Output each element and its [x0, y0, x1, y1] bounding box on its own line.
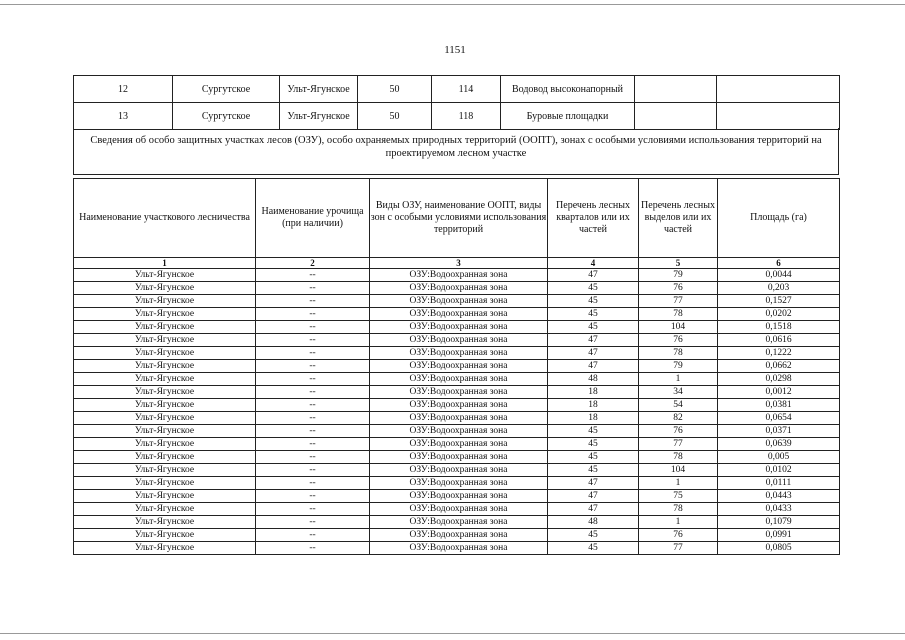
quarter-cell: 18 — [548, 412, 639, 425]
table-row — [74, 321, 840, 334]
quarter-cell: 48 — [548, 373, 639, 386]
area-cell: 0,0202 — [718, 308, 840, 321]
quarter-number: 50 — [358, 76, 432, 103]
tract-cell: -- — [256, 295, 370, 308]
forestry-cell: Ульт-Ягунское — [74, 308, 256, 321]
tract-cell: -- — [256, 334, 370, 347]
area-cell: 0,005 — [718, 451, 840, 464]
zone-type-cell: ОЗУ:Водоохранная зона — [370, 282, 548, 295]
quarter-cell: 45 — [548, 282, 639, 295]
plot-cell: 104 — [639, 321, 718, 334]
zone-type-cell: ОЗУ:Водоохранная зона — [370, 295, 548, 308]
zone-type-cell: ОЗУ:Водоохранная зона — [370, 347, 548, 360]
tract-cell: -- — [256, 399, 370, 412]
tract-cell: -- — [256, 282, 370, 295]
table-row — [74, 295, 840, 308]
area-cell: 0,0616 — [718, 334, 840, 347]
quarter-cell: 45 — [548, 451, 639, 464]
table-row — [74, 360, 840, 373]
table-row — [74, 373, 840, 386]
header-forestry: Наименование участкового лесничества — [74, 179, 256, 258]
quarter-cell: 47 — [548, 503, 639, 516]
top-scan-edge — [0, 4, 905, 5]
table-row — [74, 347, 840, 360]
zone-type-cell: ОЗУ:Водоохранная зона — [370, 334, 548, 347]
tract-cell: -- — [256, 321, 370, 334]
quarter-cell: 45 — [548, 464, 639, 477]
top-table — [73, 75, 840, 130]
tract-cell: -- — [256, 516, 370, 529]
table-row — [74, 503, 840, 516]
zone-type-cell: ОЗУ:Водоохранная зона — [370, 399, 548, 412]
table-row — [74, 399, 840, 412]
plot-cell: 77 — [639, 438, 718, 451]
table-row — [74, 516, 840, 529]
area-cell: 0,0991 — [718, 529, 840, 542]
tract-cell: -- — [256, 451, 370, 464]
bottom-scan-edge — [0, 633, 905, 634]
tract-cell: -- — [256, 425, 370, 438]
plot-cell: 78 — [639, 308, 718, 321]
plot-cell: 1 — [639, 477, 718, 490]
zone-type-cell: ОЗУ:Водоохранная зона — [370, 360, 548, 373]
zone-type-cell: ОЗУ:Водоохранная зона — [370, 412, 548, 425]
table-row — [74, 269, 840, 282]
column-index: 3 — [370, 258, 548, 269]
table-row — [74, 282, 840, 295]
plot-cell: 1 — [639, 516, 718, 529]
forestry-cell: Ульт-Ягунское — [74, 321, 256, 334]
zone-type-cell: ОЗУ:Водоохранная зона — [370, 490, 548, 503]
column-index: 2 — [256, 258, 370, 269]
zone-type-cell: ОЗУ:Водоохранная зона — [370, 464, 548, 477]
plot-cell: 76 — [639, 425, 718, 438]
info-caption: Сведения об особо защитных участках лесов (ОЗУ), особо охраняемых природных территорий (ООПТ), зонах с особыми условиями использования территорий на проектируемом лесном участке — [73, 128, 839, 175]
zone-type-cell: ОЗУ:Водоохранная зона — [370, 373, 548, 386]
forestry-cell: Ульт-Ягунское — [74, 347, 256, 360]
row-number: 13 — [74, 103, 173, 130]
tract-cell: -- — [256, 386, 370, 399]
quarter-cell: 45 — [548, 438, 639, 451]
forestry-cell: Ульт-Ягунское — [74, 334, 256, 347]
plot-cell: 82 — [639, 412, 718, 425]
quarter-cell: 47 — [548, 334, 639, 347]
area-cell: 0,203 — [718, 282, 840, 295]
header-zone-type: Виды ОЗУ, наименование ООПТ, виды зон с особыми условиями использования территорий — [370, 179, 548, 258]
area-cell: 0,0111 — [718, 477, 840, 490]
column-index: 5 — [639, 258, 718, 269]
tract-cell: -- — [256, 477, 370, 490]
header-area: Площадь (га) — [718, 179, 840, 258]
purpose-text: Водовод высоконапорный — [501, 76, 635, 103]
table-row — [74, 334, 840, 347]
tract-cell: -- — [256, 269, 370, 282]
forestry-cell: Ульт-Ягунское — [74, 399, 256, 412]
plot-cell: 76 — [639, 529, 718, 542]
zone-type-cell: ОЗУ:Водоохранная зона — [370, 438, 548, 451]
area-cell: 0,1518 — [718, 321, 840, 334]
forestry-name: Сургутское — [173, 76, 280, 103]
zone-type-cell: ОЗУ:Водоохранная зона — [370, 425, 548, 438]
plot-cell: 76 — [639, 282, 718, 295]
quarter-cell: 45 — [548, 542, 639, 555]
forestry-cell: Ульт-Ягунское — [74, 451, 256, 464]
quarter-cell: 45 — [548, 529, 639, 542]
plot-number: 118 — [432, 103, 501, 130]
zone-type-cell: ОЗУ:Водоохранная зона — [370, 321, 548, 334]
plot-cell: 79 — [639, 269, 718, 282]
column-index: 6 — [718, 258, 840, 269]
forestry-cell: Ульт-Ягунское — [74, 282, 256, 295]
row-number: 12 — [74, 76, 173, 103]
zone-type-cell: ОЗУ:Водоохранная зона — [370, 503, 548, 516]
column-index: 4 — [548, 258, 639, 269]
area-cell: 0,0805 — [718, 542, 840, 555]
zone-type-cell: ОЗУ:Водоохранная зона — [370, 269, 548, 282]
quarter-cell: 47 — [548, 347, 639, 360]
forestry-cell: Ульт-Ягунское — [74, 412, 256, 425]
quarter-number: 50 — [358, 103, 432, 130]
plot-cell: 1 — [639, 373, 718, 386]
tract-cell: -- — [256, 438, 370, 451]
forestry-cell: Ульт-Ягунское — [74, 438, 256, 451]
tract-cell: -- — [256, 503, 370, 516]
area-cell: 0,0443 — [718, 490, 840, 503]
empty-cell — [635, 103, 717, 130]
tract-cell: -- — [256, 464, 370, 477]
zone-type-cell: ОЗУ:Водоохранная зона — [370, 477, 548, 490]
quarter-cell: 45 — [548, 295, 639, 308]
forestry-cell: Ульт-Ягунское — [74, 516, 256, 529]
area-cell: 0,1527 — [718, 295, 840, 308]
plot-cell: 78 — [639, 451, 718, 464]
forestry-cell: Ульт-Ягунское — [74, 295, 256, 308]
area-cell: 0,0639 — [718, 438, 840, 451]
page-number: 1151 — [444, 44, 466, 56]
quarter-cell: 45 — [548, 321, 639, 334]
area-cell: 0,0012 — [718, 386, 840, 399]
zone-type-cell: ОЗУ:Водоохранная зона — [370, 542, 548, 555]
area-cell: 0,0381 — [718, 399, 840, 412]
table-row — [74, 412, 840, 425]
plot-cell: 54 — [639, 399, 718, 412]
plot-cell: 104 — [639, 464, 718, 477]
table-row — [74, 464, 840, 477]
plot-cell: 78 — [639, 347, 718, 360]
tract-cell: -- — [256, 529, 370, 542]
table-row — [74, 386, 840, 399]
table-row — [74, 542, 840, 555]
forestry-cell: Ульт-Ягунское — [74, 464, 256, 477]
plot-cell: 76 — [639, 334, 718, 347]
table-row — [74, 529, 840, 542]
quarter-cell: 18 — [548, 386, 639, 399]
main-table — [73, 178, 840, 555]
forestry-cell: Ульт-Ягунское — [74, 269, 256, 282]
zone-type-cell: ОЗУ:Водоохранная зона — [370, 451, 548, 464]
zone-type-cell: ОЗУ:Водоохранная зона — [370, 516, 548, 529]
forestry-cell: Ульт-Ягунское — [74, 386, 256, 399]
header-plots: Перечень лесных выделов или их частей — [639, 179, 718, 258]
zone-type-cell: ОЗУ:Водоохранная зона — [370, 386, 548, 399]
zone-type-cell: ОЗУ:Водоохранная зона — [370, 529, 548, 542]
quarter-cell: 45 — [548, 425, 639, 438]
table-row — [74, 425, 840, 438]
index-row — [74, 258, 840, 269]
tract-name: Ульт-Ягунское — [280, 76, 358, 103]
area-cell: 0,1079 — [718, 516, 840, 529]
tract-name: Ульт-Ягунское — [280, 103, 358, 130]
forestry-cell: Ульт-Ягунское — [74, 490, 256, 503]
forestry-cell: Ульт-Ягунское — [74, 529, 256, 542]
quarter-cell: 47 — [548, 477, 639, 490]
quarter-cell: 45 — [548, 308, 639, 321]
forestry-cell: Ульт-Ягунское — [74, 477, 256, 490]
header-quarters: Перечень лесных кварталов или их частей — [548, 179, 639, 258]
top-table-row — [74, 103, 840, 130]
empty-cell — [717, 103, 840, 130]
quarter-cell: 47 — [548, 360, 639, 373]
table-row — [74, 477, 840, 490]
quarter-cell: 18 — [548, 399, 639, 412]
area-cell: 0,0044 — [718, 269, 840, 282]
area-cell: 0,0298 — [718, 373, 840, 386]
tract-cell: -- — [256, 542, 370, 555]
area-cell: 0,0371 — [718, 425, 840, 438]
top-table-row — [74, 76, 840, 103]
tract-cell: -- — [256, 308, 370, 321]
plot-cell: 77 — [639, 542, 718, 555]
quarter-cell: 48 — [548, 516, 639, 529]
forestry-cell: Ульт-Ягунское — [74, 360, 256, 373]
area-cell: 0,0654 — [718, 412, 840, 425]
tract-cell: -- — [256, 360, 370, 373]
tract-cell: -- — [256, 347, 370, 360]
plot-number: 114 — [432, 76, 501, 103]
area-cell: 0,0102 — [718, 464, 840, 477]
table-row — [74, 438, 840, 451]
forestry-name: Сургутское — [173, 103, 280, 130]
plot-cell: 78 — [639, 503, 718, 516]
plot-cell: 75 — [639, 490, 718, 503]
plot-cell: 79 — [639, 360, 718, 373]
table-row — [74, 490, 840, 503]
empty-cell — [717, 76, 840, 103]
forestry-cell: Ульт-Ягунское — [74, 542, 256, 555]
plot-cell: 77 — [639, 295, 718, 308]
area-cell: 0,1222 — [718, 347, 840, 360]
forestry-cell: Ульт-Ягунское — [74, 425, 256, 438]
tract-cell: -- — [256, 373, 370, 386]
purpose-text: Буровые площадки — [501, 103, 635, 130]
zone-type-cell: ОЗУ:Водоохранная зона — [370, 308, 548, 321]
area-cell: 0,0662 — [718, 360, 840, 373]
column-index: 1 — [74, 258, 256, 269]
quarter-cell: 47 — [548, 269, 639, 282]
table-row — [74, 308, 840, 321]
area-cell: 0,0433 — [718, 503, 840, 516]
header-tract: Наименование урочища (при наличии) — [256, 179, 370, 258]
empty-cell — [635, 76, 717, 103]
header-row — [74, 179, 840, 258]
table-row — [74, 451, 840, 464]
quarter-cell: 47 — [548, 490, 639, 503]
tract-cell: -- — [256, 412, 370, 425]
plot-cell: 34 — [639, 386, 718, 399]
tract-cell: -- — [256, 490, 370, 503]
forestry-cell: Ульт-Ягунское — [74, 503, 256, 516]
forestry-cell: Ульт-Ягунское — [74, 373, 256, 386]
